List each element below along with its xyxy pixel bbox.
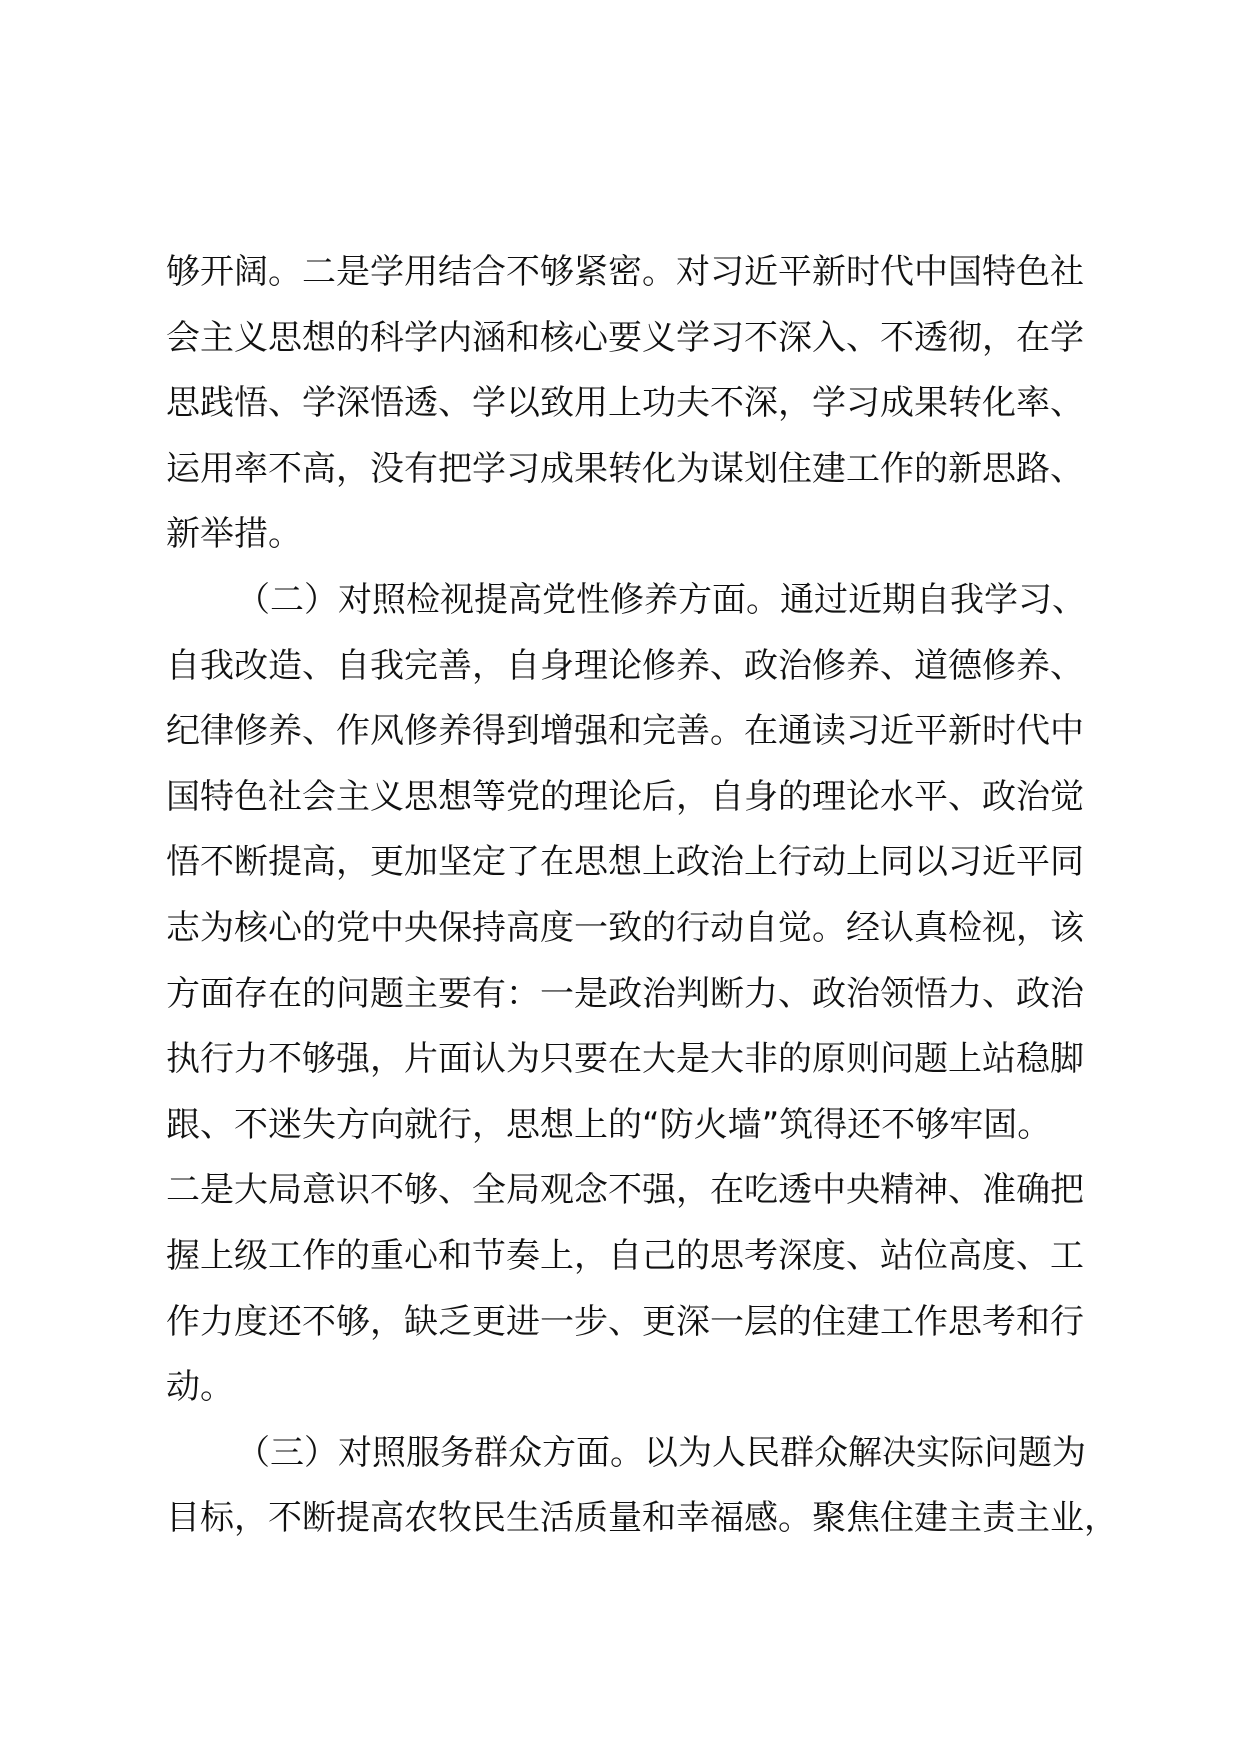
text-line: 纪律修养、作风修养得到增强和完善。在通读习近平新时代中 — [166, 711, 1084, 752]
body-text — [166, 240, 1118, 1552]
text-line: 新举措。 — [166, 514, 302, 555]
text-line: 国特色社会主义思想等党的理论后，自身的理论水平、政治觉 — [166, 776, 1084, 817]
text-line: 悟不断提高，更加坚定了在思想上政治上行动上同以习近平同 — [166, 842, 1084, 883]
text-line: 执行力不够强，片面认为只要在大是大非的原则问题上站稳脚 — [166, 1039, 1084, 1080]
text-line: 志为核心的党中央保持高度一致的行动自觉。经认真检视，该 — [166, 907, 1084, 948]
text-line: 方面存在的问题主要有：一是政治判断力、政治领悟力、政治 — [166, 973, 1084, 1014]
text-line: 自我改造、自我完善，自身理论修养、政治修养、道德修养、 — [166, 645, 1084, 686]
text-line: 二是大局意识不够、全局观念不强，在吃透中央精神、准确把 — [166, 1170, 1084, 1211]
text-line: 够开阔。二是学用结合不够紧密。对习近平新时代中国特色社 — [166, 252, 1084, 292]
section-heading-line: （二）对照检视提高党性修养方面。通过近期自我学习、 — [236, 579, 1086, 620]
text-line: 目标，不断提高农牧民生活质量和幸福感。聚焦住建主责主业， — [166, 1498, 1118, 1539]
text-line: 运用率不高，没有把学习成果转化为谋划住建工作的新思路、 — [166, 448, 1084, 489]
text-line: 动。 — [166, 1367, 234, 1408]
text-line: 跟、不迷失方向就行，思想上的“防火墙”筑得还不够牢固。 — [166, 1104, 1052, 1145]
text-line: 思践悟、学深悟透、学以致用上功夫不深，学习成果转化率、 — [166, 383, 1084, 424]
text-line: 作力度还不够，缺乏更进一步、更深一层的住建工作思考和行 — [166, 1301, 1084, 1342]
text-line: 握上级工作的重心和节奏上，自己的思考深度、站位高度、工 — [166, 1235, 1084, 1276]
section-heading-line: （三）对照服务群众方面。以为人民群众解决实际问题为 — [236, 1432, 1086, 1473]
text-line: 会主义思想的科学内涵和核心要义学习不深入、不透彻，在学 — [166, 317, 1084, 358]
